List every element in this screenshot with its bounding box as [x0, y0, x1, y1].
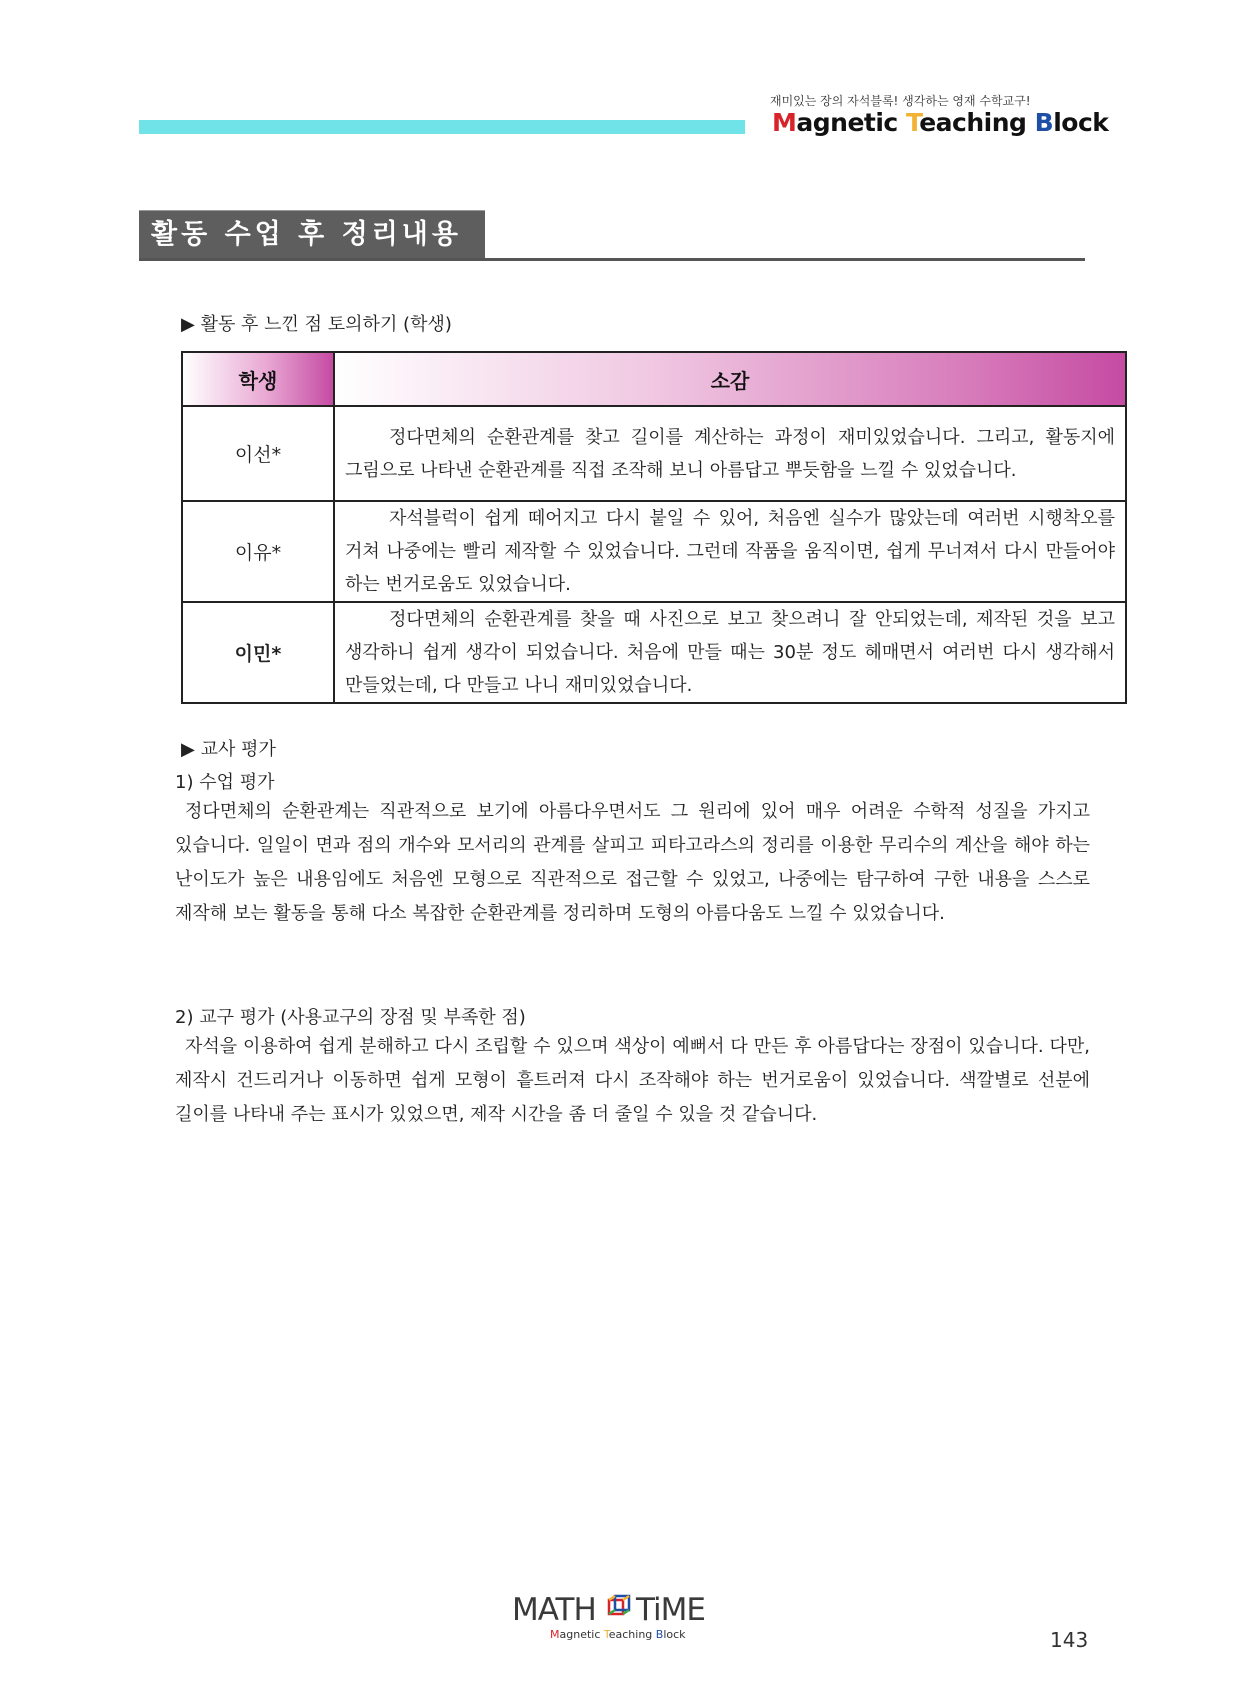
tool-eval-heading: 2) 교구 평가 (사용교구의 장점 및 부족한 점)	[175, 1007, 526, 1028]
tool-eval-text: 자석을 이용하여 쉽게 분해하고 다시 조립할 수 있으며 색상이 예뻐서 다 만든 후 아름답다는 장점이 있습니다. 다만, 제작시 건드리거나 이동하면 쉽게 모형이 흩트러져 다시 조작해야 하는 번거로움이 있었습니다. 색깔별로 선분에 길이를 나타내 주는 표시가 있었으면, 제작 시간을 좀 더 줄일 수 있을 것 같습니다.	[175, 1036, 1090, 1125]
footer-sub-lock: lock	[663, 1628, 686, 1641]
table-row	[182, 602, 1126, 703]
footer-logo-time: TiME	[636, 1592, 705, 1628]
comment-text: 자석블럭이 쉽게 떼어지고 다시 붙일 수 있어, 처음엔 실수가 많았는데 여러번 시행착오를 거쳐 나중에는 빨리 제작할 수 있었습니다. 그런데 작품을 움직이면, 쉽게 무너져서 다시 만들어야 하는 번거로움도 있었습니다.	[345, 508, 1115, 595]
cube-logo-icon	[603, 1594, 635, 1628]
footer-logo-math: MATH	[512, 1592, 596, 1628]
brand-letter-m: M	[772, 108, 797, 137]
comment-text: 정다면체의 순환관계를 찾을 때 사진으로 보고 찾으려니 잘 안되었는데, 제작된 것을 보고 생각하니 쉽게 생각이 되었습니다. 처음에 만들 때는 30분 정도 헤매면서 여러번 다시 생각해서 만들었는데, 다 만들고 나니 재미있었습니다.	[345, 609, 1115, 696]
footer-sub-agnetic: agnetic	[559, 1628, 604, 1641]
student-comment	[334, 602, 1126, 703]
student-name: 이선*	[182, 406, 334, 501]
brand-letter-t: T	[905, 108, 920, 137]
page-number: 143	[1050, 1628, 1089, 1652]
student-comment	[334, 501, 1126, 602]
reflection-table	[181, 351, 1127, 704]
column-header-comment: 소감	[334, 352, 1126, 406]
brand-word-agnetic: agnetic	[796, 108, 898, 137]
footer-sub-eaching: eaching	[608, 1628, 656, 1641]
header-tagline: 재미있는 장의 자석블록! 생각하는 영재 수학교구!	[770, 94, 1031, 108]
teacher-eval-heading: ▶ 교사 평가	[181, 739, 276, 760]
lesson-eval-heading: 1) 수업 평가	[175, 772, 275, 793]
lesson-eval-text: 정다면체의 순환관계는 직관적으로 보기에 아름다우면서도 그 원리에 있어 매우 어려운 수학적 성질을 가지고 있습니다. 일일이 면과 점의 개수와 모서리의 관계를 살피고 피타고라스의 정리를 이용한 무리수의 계산을 해야 하는 난이도가 높은 내용임에도 처음엔 모형으로 직관적으로 접근할 수 있었고, 나중에는 탐구하여 구한 내용을 스스로 제작해 보는 활동을 통해 다소 복잡한 순환관계를 정리하며 도형의 아름다움도 느낄 수 있었습니다.	[175, 801, 1090, 924]
student-name: 이유*	[182, 501, 334, 602]
table-row	[182, 406, 1126, 501]
student-comment	[334, 406, 1126, 501]
footer-sub-m: M	[550, 1628, 560, 1641]
section-title-underline	[139, 258, 1085, 261]
section-title: 활동 수업 후 정리내용	[139, 210, 485, 260]
brand-word-eaching: eaching	[919, 108, 1027, 137]
header-accent-bar	[139, 120, 745, 134]
brand-word-lock: lock	[1053, 108, 1109, 137]
header-brand-logo	[772, 108, 1108, 137]
table-row	[182, 501, 1126, 602]
brand-letter-b: B	[1034, 108, 1054, 137]
student-name: 이민*	[182, 602, 334, 703]
footer-sub-t: T	[603, 1628, 609, 1641]
table-header-row	[182, 352, 1126, 406]
discussion-heading: ▶ 활동 후 느낀 점 토의하기 (학생)	[181, 314, 452, 335]
footer-sub-b: B	[655, 1628, 664, 1641]
footer-logo-subtitle	[550, 1628, 686, 1641]
column-header-student: 학생	[182, 352, 334, 406]
comment-text: 정다면체의 순환관계를 찾고 길이를 계산하는 과정이 재미있었습니다. 그리고, 활동지에 그림으로 나타낸 순환관계를 직접 조작해 보니 아름답고 뿌듯함을 느낄 수 있었습니다.	[345, 426, 1115, 481]
